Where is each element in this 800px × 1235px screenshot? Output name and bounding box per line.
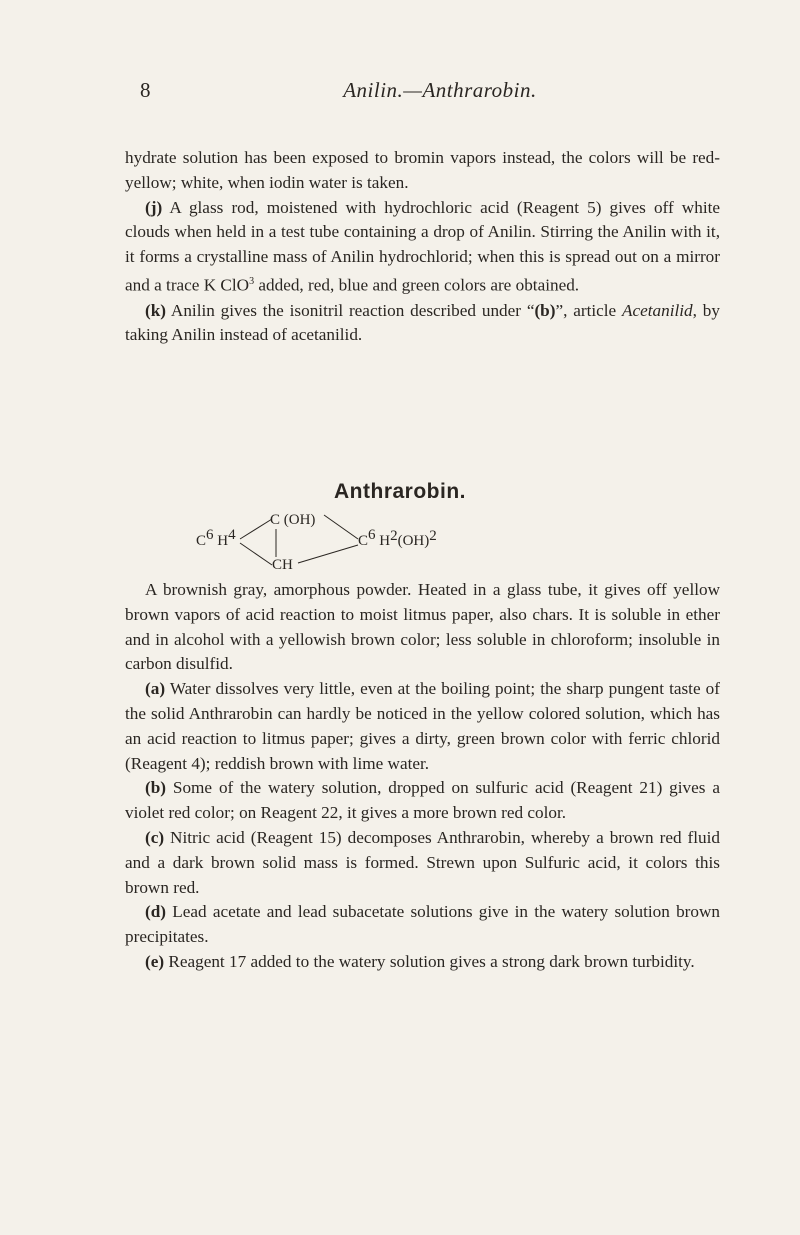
item-e-label: (e) — [145, 951, 165, 971]
item-j-superscript: 3 — [249, 275, 255, 287]
bond-lower-left — [240, 543, 272, 565]
page-header — [140, 78, 740, 108]
structural-formula-svg — [190, 507, 610, 573]
item-j-paragraph — [125, 196, 720, 299]
continuation-paragraph: hydrate solution has been exposed to bromin vapors instead, the colors will be red-yellow; white, when iodin water is taken. — [125, 148, 720, 192]
item-b-paragraph — [125, 776, 720, 826]
formula-bottom-group: CH — [272, 557, 293, 573]
item-j-text: A glass rod, moistened with hydrochloric acid (Reagent 5) gives off white clouds when held in a test tube containing a drop of Anilin. Stirring the Anilin with it, it forms a crystalline mass of Anilin hydrochlorid; when this is spread out on a mirror and a trace K ClO — [125, 197, 720, 295]
item-c-text: Nitric acid (Reagent 15) decomposes Anthrarobin, whereby a brown red fluid and a dark brown solid mass is formed. Strewn upon Sulfuric acid, it colors this brown red. — [125, 827, 720, 897]
item-a-text: Water dissolves very little, even at the boiling point; the sharp pungent taste of the solid Anthrarobin can hardly be noticed in the yellow colored solution, which has an acid reaction to litmus paper; gives a dirty, green brown color with ferric chlorid (Reagent 4); reddish brown with lime water. — [125, 679, 720, 773]
item-d-text: Lead acetate and lead subacetate solutions give in the watery solution brown precipitates. — [125, 902, 720, 947]
bond-upper-left — [240, 519, 272, 539]
item-d-label: (d) — [145, 902, 167, 922]
bond-lower-right — [298, 545, 358, 563]
item-c-paragraph — [125, 826, 720, 900]
item-k-ref: (b) — [534, 300, 556, 320]
item-b-text: Some of the watery solution, dropped on sulfuric acid (Reagent 21) gives a violet red color; on Reagent 22, it gives a more brown red color. — [125, 778, 720, 823]
item-j-text-end: added, red, blue and green colors are obtained. — [254, 275, 580, 295]
item-e-paragraph — [125, 950, 720, 975]
running-title: Anilin.—Anthrarobin. — [343, 78, 537, 102]
structural-formula — [190, 507, 610, 573]
item-j-label: (j) — [145, 197, 163, 217]
item-k-paragraph — [125, 299, 720, 349]
section-heading: Anthrarobin. — [334, 480, 466, 503]
item-k-label: (k) — [145, 300, 167, 320]
formula-right-group: C6 H2(OH)2 — [358, 527, 437, 549]
formula-top-group: C (OH) — [270, 512, 316, 528]
page-number: 8 — [140, 78, 151, 102]
item-a-paragraph — [125, 677, 720, 776]
item-k-text-2: ”, article — [555, 300, 623, 320]
anilin-text-block — [125, 146, 720, 348]
bond-upper-right — [324, 515, 358, 539]
item-e-text: Reagent 17 added to the watery solution gives a strong dark brown turbidity. — [164, 951, 695, 971]
item-k-text-1: Anilin gives the isonitril reaction described under “ — [166, 300, 535, 320]
item-a-label: (a) — [145, 679, 166, 699]
item-k-text-3: , by taking Anilin instead of acetanilid. — [125, 300, 720, 345]
item-k-article: Acetanilid — [622, 300, 693, 320]
formula-left-c: C6 H4 — [196, 527, 236, 549]
item-b-label: (b) — [145, 778, 167, 798]
description-paragraph: A brownish gray, amorphous powder. Heated in a glass tube, it gives off yellow brown vapors of acid reaction to moist litmus paper, also chars. It is soluble in ether and in alcohol with a yellowish brown color; less soluble in chloroform; insoluble in carbon disulfid. — [125, 580, 720, 674]
anthrarobin-text-block — [125, 578, 720, 975]
item-c-label: (c) — [145, 827, 165, 847]
item-d-paragraph — [125, 900, 720, 950]
